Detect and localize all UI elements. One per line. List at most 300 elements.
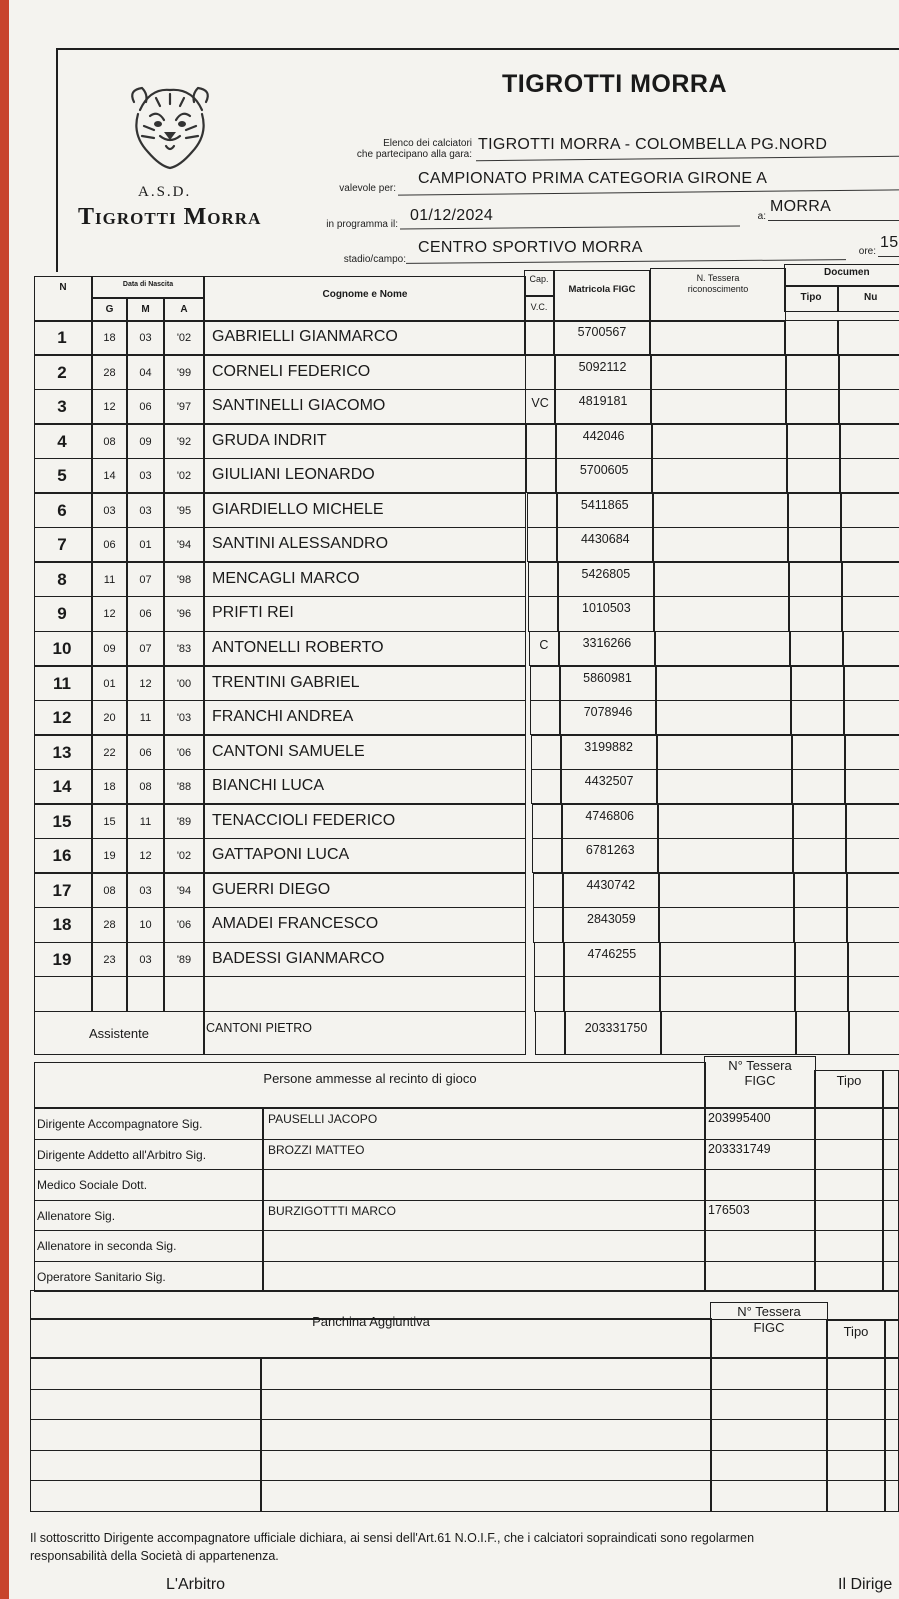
player-cell [784, 320, 838, 355]
birth-month: 03 [139, 470, 152, 483]
page-title: TIGROTTI MORRA [502, 70, 728, 98]
player-matricola: 5426805 [581, 566, 631, 581]
persone-role: Allenatore in seconda Sig. [37, 1239, 177, 1253]
persone-tessera-cell [704, 1261, 816, 1293]
birth-year: '94 [176, 539, 192, 552]
birth-year: '02 [176, 850, 192, 863]
panchina-tipo: Tipo [843, 1324, 869, 1339]
player-cell [534, 976, 564, 1011]
player-cell [846, 804, 899, 839]
player-cell [840, 458, 899, 493]
player-cell [531, 735, 561, 770]
persone-name-cell [262, 1169, 706, 1201]
player-cell [844, 666, 899, 701]
persone-name-cell [262, 1230, 706, 1262]
header-a: A [180, 304, 188, 315]
player-cell [528, 596, 558, 631]
panchina-col3-cell [710, 1480, 828, 1512]
birth-month: 03 [139, 504, 152, 517]
player-number: 7 [57, 535, 67, 555]
player-cell [653, 493, 789, 528]
persone-tessera: 176503 [708, 1202, 750, 1217]
panchina-col5-cell [884, 1450, 899, 1482]
player-name: GIARDIELLO MICHELE [212, 500, 384, 518]
player-name: GIULIANI LEONARDO [212, 466, 375, 484]
player-cell [785, 355, 839, 390]
player-name: TENACCIOLI FEDERICO [212, 811, 396, 829]
birth-year: '06 [176, 919, 192, 932]
declaration-line-2: responsabilità della Società di appartenenza. [30, 1549, 279, 1563]
birth-month: 01 [139, 539, 152, 552]
player-cell [794, 942, 848, 977]
player-cell [524, 320, 554, 355]
player-cell [656, 700, 792, 735]
persone-name-cell [262, 1261, 706, 1293]
player-number: 2 [57, 362, 67, 382]
player-cell [790, 666, 844, 701]
birth-day: 06 [103, 539, 116, 552]
persone-title: Persone ammesse al recinto di gioco [263, 1071, 477, 1086]
player-name: TRENTINI GABRIEL [212, 673, 360, 691]
player-number: 6 [57, 500, 67, 520]
player-name: BIANCHI LUCA [212, 777, 325, 795]
player-cell [652, 424, 788, 459]
header-n: N [59, 282, 67, 293]
player-cell [841, 527, 899, 562]
player-matricola: 4746806 [585, 808, 635, 823]
player-cell [530, 666, 560, 701]
persone-extra-cell [882, 1230, 899, 1262]
header-g: G [105, 304, 114, 315]
player-name: CANTONI SAMUELE [212, 742, 365, 760]
birth-year: '96 [176, 608, 192, 621]
player-matricola: 1010503 [582, 601, 631, 616]
assistente-cell [535, 1011, 565, 1055]
header-matricola: Matricola FIGC [568, 284, 636, 295]
player-number: 4 [57, 431, 67, 451]
player-cell [842, 596, 899, 631]
player-cell [844, 700, 899, 735]
birth-month: 09 [139, 435, 152, 448]
player-cell [789, 631, 843, 666]
player-cell [651, 389, 787, 424]
player-matricola: 5700567 [577, 325, 627, 339]
player-cell [654, 562, 790, 597]
header-tessera-line1: N. Tessera [696, 273, 740, 283]
panchina-col2-cell [260, 1480, 712, 1512]
header-documento: Documen [824, 267, 870, 278]
player-number: 10 [52, 638, 72, 658]
birth-day: 19 [103, 850, 116, 863]
player-number: 15 [52, 811, 72, 831]
assistente-cell [795, 1011, 849, 1055]
player-cell [527, 493, 557, 528]
competition-field: CAMPIONATO PRIMA CATEGORIA GIRONE A [418, 170, 768, 187]
birth-day: 28 [103, 366, 116, 379]
player-cell [792, 804, 846, 839]
valevole-label: valevole per: [339, 183, 396, 194]
player-number: 8 [57, 569, 67, 589]
ore-label: ore: [858, 246, 876, 257]
player-matricola: 5860981 [583, 670, 632, 685]
persone-role: Operatore Sanitario Sig. [37, 1269, 166, 1284]
panchina-col5-cell [884, 1480, 899, 1512]
birth-year: '88 [176, 781, 192, 794]
panchina-col4-cell [826, 1389, 886, 1421]
player-name: BADESSI GIANMARCO [212, 949, 385, 967]
birth-day: 22 [103, 746, 116, 759]
panchina-col4-cell [826, 1358, 886, 1390]
assistente-cell [849, 1011, 899, 1055]
player-cell [659, 873, 795, 908]
birth-month: 04 [139, 366, 152, 379]
player-cell [531, 769, 561, 804]
elenco-label [308, 138, 472, 160]
birth-day: 18 [103, 781, 116, 794]
birth-year: '89 [176, 953, 192, 966]
player-cell [530, 700, 560, 735]
persone-tessera: 203995400 [708, 1111, 771, 1125]
player-cell [786, 424, 840, 459]
persone-tipo-cell [814, 1230, 884, 1262]
player-cell [840, 424, 899, 459]
elenco-label-line1: Elenco dei calciatori [383, 138, 472, 149]
player-cell [660, 976, 796, 1011]
player-cell [791, 769, 845, 804]
arbitro-signature-label: L'Arbitro [166, 1576, 226, 1593]
dirigente-signature-label: Il Dirige [838, 1576, 893, 1593]
player-cell [848, 976, 899, 1011]
birth-month: 06 [139, 401, 152, 414]
player-name: GATTAPONI LUCA [212, 846, 350, 864]
birth-month: 12 [139, 850, 152, 863]
birth-month: 06 [139, 746, 152, 759]
location-underline [768, 220, 899, 221]
birth-year: '02 [176, 332, 192, 344]
programma-label: in programma il: [326, 219, 398, 230]
panchina-col3-cell [710, 1358, 828, 1390]
player-cell [791, 735, 845, 770]
birth-month: 03 [139, 953, 152, 966]
panchina-col1-cell [30, 1480, 262, 1512]
birth-year: '02 [176, 470, 192, 483]
birth-month: 11 [139, 815, 152, 828]
player-cell [92, 976, 127, 1011]
birth-year: '83 [176, 642, 192, 655]
panchina-col4-cell [826, 1450, 886, 1482]
player-cell [788, 596, 842, 631]
player-cell [793, 873, 847, 908]
player-cell [653, 527, 789, 562]
panchina-col3-cell [710, 1419, 828, 1451]
birth-year: '03 [176, 712, 192, 725]
panchina-col1-cell [30, 1389, 262, 1421]
header-matricola-cell [554, 270, 650, 322]
player-cell [658, 838, 794, 873]
persone-tessera: 203331749 [708, 1141, 771, 1156]
player-cell [656, 666, 792, 701]
player-cell [843, 631, 899, 666]
player-name: SANTINELLI GIACOMO [212, 397, 386, 415]
birth-day: 23 [103, 953, 116, 966]
panchina-col5-cell [884, 1389, 899, 1421]
player-matricola: 4819181 [578, 394, 628, 409]
player-cell [846, 838, 899, 873]
birth-day: 03 [103, 504, 116, 517]
persone-tipo-cell [814, 1261, 884, 1293]
player-number: 16 [52, 846, 72, 866]
panchina-tessera-line1: N° Tessera [737, 1304, 801, 1319]
persone-tessera-line1: N° Tessera [728, 1058, 792, 1073]
panchina-col1-cell [30, 1358, 262, 1390]
player-number: 19 [52, 949, 72, 969]
birth-day: 20 [103, 712, 116, 725]
logo-asd: A.S.D. [138, 184, 192, 200]
player-cell [204, 976, 526, 1011]
player-cell [651, 355, 787, 390]
player-matricola: 3316266 [582, 635, 632, 650]
date-field: 01/12/2024 [410, 207, 494, 224]
persone-tipo-cell [814, 1108, 884, 1140]
header-vc: V.C. [530, 302, 548, 312]
player-cell [839, 389, 899, 424]
player-number: 18 [52, 915, 72, 935]
player-matricola: 4430742 [586, 877, 636, 892]
player-number: 3 [57, 397, 67, 417]
player-cell [650, 320, 786, 355]
player-matricola: 2843059 [587, 912, 636, 927]
assistente-label: Assistente [89, 1026, 149, 1041]
birth-day: 08 [103, 435, 116, 448]
player-cell [845, 769, 899, 804]
birth-month: 03 [139, 884, 152, 897]
player-cell [786, 458, 840, 493]
red-folder-edge [0, 0, 9, 1599]
player-cell [533, 907, 563, 942]
birth-day: 15 [103, 815, 116, 828]
player-matricola: 5092112 [578, 359, 627, 374]
player-cell [787, 527, 841, 562]
persone-ammesse-table [34, 1058, 899, 1306]
player-cell [127, 976, 164, 1011]
player-number: 17 [52, 880, 72, 900]
persone-tessera-line2: FIGC [744, 1073, 776, 1088]
player-cell [652, 458, 788, 493]
panchina-tessera-line2: FIGC [753, 1320, 785, 1335]
birth-year: '95 [176, 504, 192, 517]
birth-year: '92 [176, 435, 192, 448]
player-name: SANTINI ALESSANDRO [212, 535, 389, 553]
player-cell [794, 976, 848, 1011]
stadio-label: stadio/campo: [343, 254, 406, 265]
persone-extra-cell [882, 1108, 899, 1140]
persone-tipo: Tipo [836, 1073, 862, 1088]
player-cell [657, 735, 793, 770]
player-cell [838, 320, 899, 355]
birth-day: 01 [103, 677, 116, 690]
player-number: 14 [52, 777, 72, 797]
panchina-col2-cell [260, 1358, 712, 1390]
persone-extra-cell [882, 1261, 899, 1293]
player-cell [164, 976, 204, 1011]
persone-name: BROZZI MATTEO [268, 1142, 365, 1157]
header-cap: Cap. [529, 274, 549, 284]
player-name: GABRIELLI GIANMARCO [212, 328, 398, 345]
player-cell [658, 804, 794, 839]
birth-day: 18 [103, 332, 116, 344]
player-cell [841, 493, 899, 528]
logo-club-name: Tigrotti Morra [78, 204, 262, 230]
persone-name: PAUSELLI JACOPO [268, 1112, 378, 1126]
birth-day: 12 [103, 401, 116, 414]
declaration-line-1: Il sottoscritto Dirigente accompagnatore ufficiale dichiara, ai sensi dell'Art.61 N.O.I.F., che i calciatori sopraindicati sono regolarmen [30, 1531, 755, 1545]
birth-month: 07 [139, 642, 152, 655]
player-cell [842, 562, 899, 597]
captain-mark: VC [531, 396, 549, 411]
player-cell [787, 493, 841, 528]
header-tipo: Tipo [800, 292, 822, 303]
player-number: 9 [57, 604, 67, 624]
player-name: PRIFTI REI [212, 604, 294, 622]
player-cell [845, 735, 899, 770]
panchina-col5-cell [884, 1419, 899, 1451]
player-cell [785, 389, 839, 424]
birth-day: 09 [103, 642, 116, 655]
header-m: M [141, 304, 150, 315]
birth-year: '00 [176, 677, 192, 690]
ore-underline [878, 256, 899, 257]
captain-mark: C [539, 637, 549, 652]
assistente-cell [661, 1011, 797, 1055]
player-cell [788, 562, 842, 597]
persone-role: Dirigente Addetto all'Arbitro Sig. [37, 1147, 207, 1162]
player-matricola: 4430684 [580, 532, 630, 547]
player-cell [525, 355, 555, 390]
match-field: TIGROTTI MORRA - COLOMBELLA PG.NORD [478, 136, 828, 153]
birth-day: 11 [103, 573, 116, 586]
birth-month: 10 [139, 919, 152, 932]
header-name: Cognome e Nome [322, 289, 408, 300]
birth-month: 07 [139, 573, 152, 586]
persone-tipo-cell [814, 1169, 884, 1201]
birth-year: '98 [176, 573, 192, 586]
persone-extra-head-cell [882, 1070, 899, 1108]
persone-role: Dirigente Accompagnatore Sig. [37, 1117, 203, 1131]
player-number: 5 [57, 466, 67, 486]
player-name: GRUDA INDRIT [212, 431, 327, 449]
player-cell [526, 424, 556, 459]
birth-day: 12 [103, 608, 116, 621]
persone-extra-cell [882, 1139, 899, 1171]
player-matricola: 6781263 [585, 843, 635, 858]
a-label: a: [757, 211, 766, 222]
player-name: ANTONELLI ROBERTO [212, 638, 384, 656]
panchina-aggiuntiva-table [30, 1304, 899, 1512]
player-number: 1 [57, 328, 67, 347]
persone-tessera-cell [704, 1169, 816, 1201]
elenco-label-line2: che partecipano alla gara: [356, 149, 472, 160]
panchina-col2-cell [260, 1419, 712, 1451]
player-matricola: 4432507 [584, 774, 634, 789]
player-cell [528, 562, 558, 597]
persone-tipo-cell [814, 1200, 884, 1232]
header-birth: Data di Nascita [122, 281, 174, 288]
player-cell [847, 907, 899, 942]
player-cell [839, 355, 899, 390]
player-cell [792, 838, 846, 873]
player-cell [34, 976, 92, 1011]
header-tessera-line2: riconoscimento [687, 284, 749, 294]
panchina-col1-cell [30, 1419, 262, 1451]
birth-year: '97 [176, 401, 192, 414]
panchina-col3-cell [710, 1389, 828, 1421]
player-cell [657, 769, 793, 804]
birth-month: 11 [139, 712, 152, 725]
player-name: MENCAGLI MARCO [212, 569, 360, 587]
panchina-col1-cell [30, 1450, 262, 1482]
persone-role: Medico Sociale Dott. [37, 1178, 148, 1192]
panchina-col2-cell [260, 1389, 712, 1421]
player-matricola: 7078946 [583, 705, 633, 720]
player-cell [659, 907, 795, 942]
persone-name: BURZIGOTTTI MARCO [268, 1203, 396, 1218]
player-cell [533, 873, 563, 908]
birth-year: '89 [176, 815, 192, 828]
player-name: CORNELI FEDERICO [212, 362, 371, 380]
birth-month: 08 [139, 781, 152, 794]
player-cell [526, 458, 556, 493]
persone-tessera-cell [704, 1230, 816, 1262]
panchina-col5-cell [884, 1358, 899, 1390]
birth-year: '94 [176, 884, 192, 897]
player-matricola: 5411865 [580, 497, 629, 512]
player-cell [527, 527, 557, 562]
player-cell [655, 631, 791, 666]
birth-month: 06 [139, 608, 152, 621]
player-cell [532, 804, 562, 839]
header-numero: Nu [864, 292, 878, 303]
player-cell [534, 942, 564, 977]
player-matricola: 3199882 [584, 739, 633, 754]
birth-day: 08 [103, 884, 116, 897]
player-cell [660, 942, 796, 977]
player-number: 13 [52, 742, 72, 762]
birth-year: '06 [176, 746, 192, 759]
location-field: MORRA [770, 198, 832, 215]
panchina-col4-cell [826, 1419, 886, 1451]
player-matricola: 4746255 [587, 946, 637, 961]
panchina-title: Panchina Aggiuntiva [312, 1314, 430, 1329]
assistente-matricola: 203331750 [584, 1021, 648, 1035]
panchina-extra-head-cell [884, 1320, 899, 1358]
assistente-name: CANTONI PIETRO [206, 1021, 313, 1035]
player-number: 11 [53, 673, 71, 693]
birth-day: 28 [103, 919, 116, 932]
player-cell [654, 596, 790, 631]
birth-month: 12 [139, 677, 152, 690]
player-matricola: 5700605 [579, 463, 629, 478]
player-name: AMADEI FRANCESCO [212, 915, 379, 933]
player-number: 12 [52, 708, 72, 728]
player-cell [532, 838, 562, 873]
player-matricola: 442046 [582, 428, 625, 443]
birth-year: '99 [176, 366, 192, 379]
ore-field: 15 [880, 234, 899, 251]
birth-day: 14 [103, 470, 116, 483]
player-cell [564, 976, 660, 1011]
stadium-field: CENTRO SPORTIVO MORRA [418, 239, 643, 256]
persone-extra-cell [882, 1200, 899, 1232]
